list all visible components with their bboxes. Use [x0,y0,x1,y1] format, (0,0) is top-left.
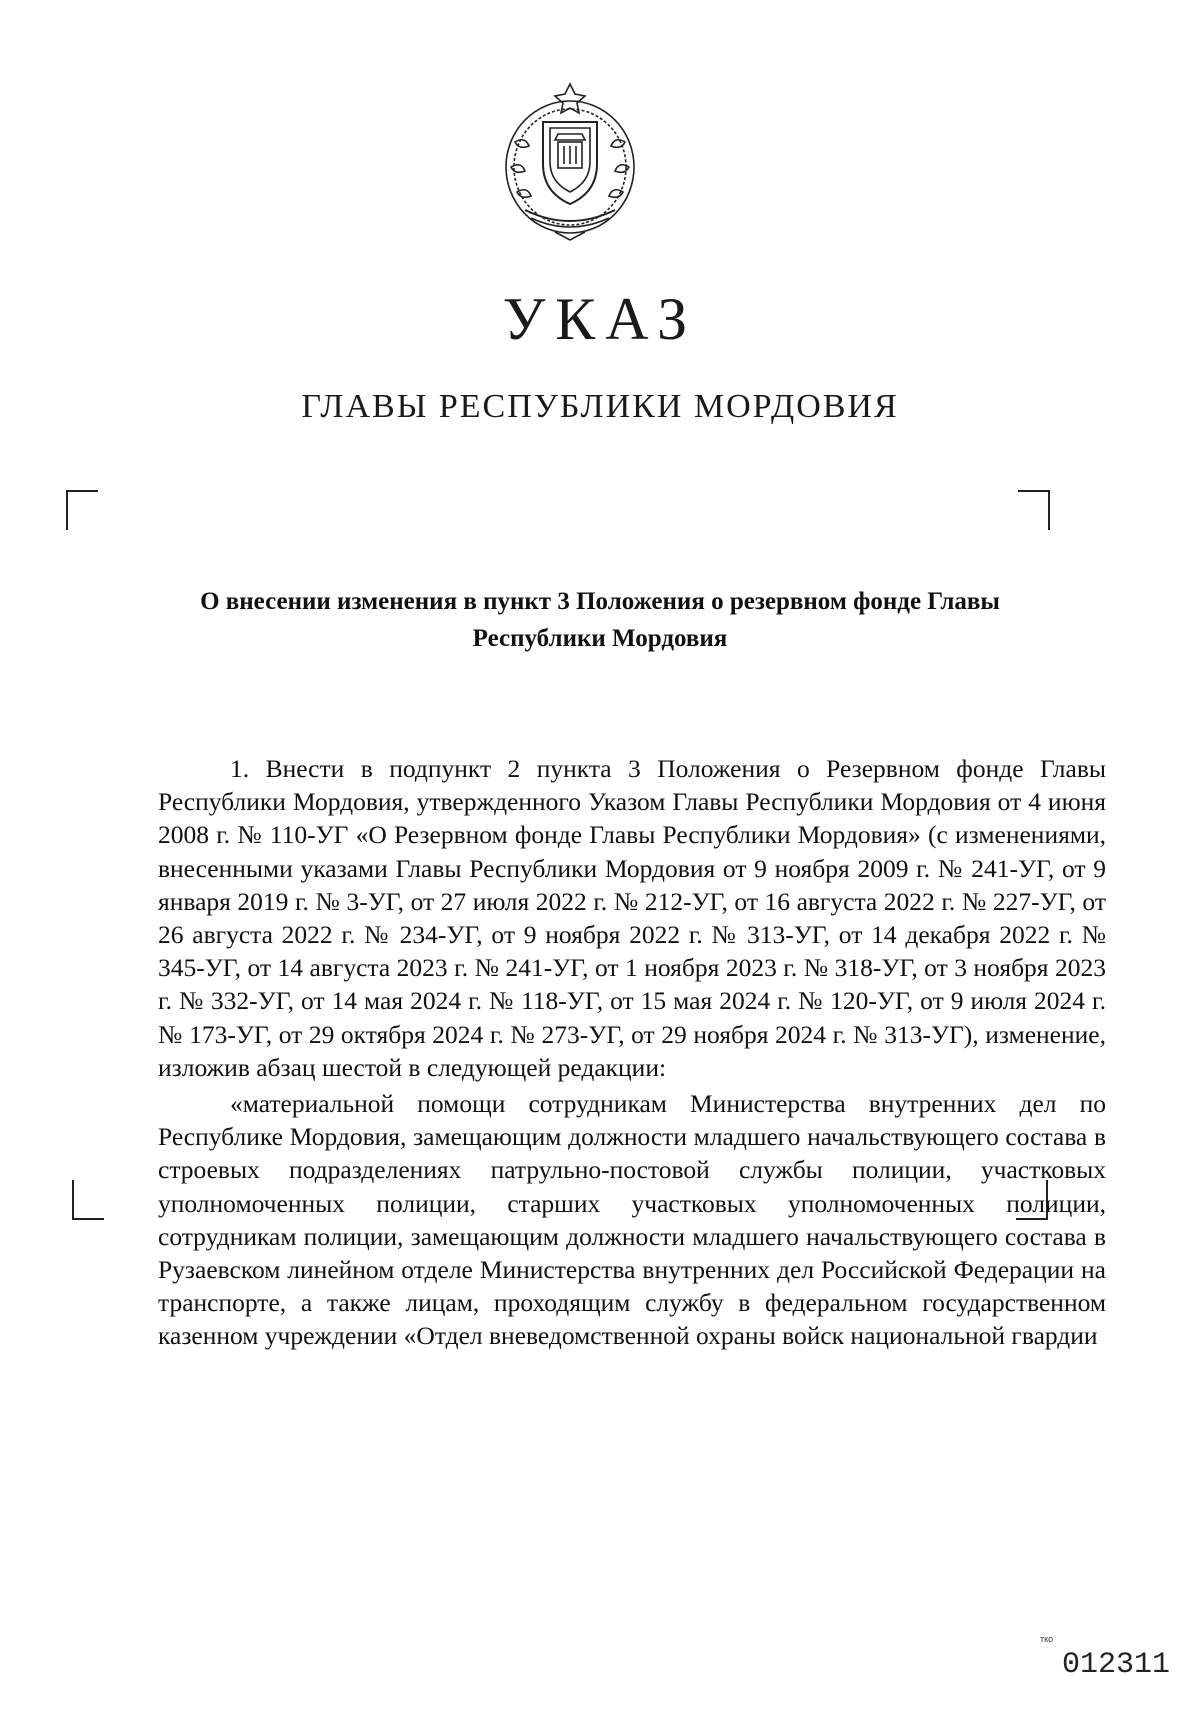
paragraph-1: 1. Внести в подпункт 2 пункта 3 Положения о Резервном фонде Главы Республики Мордовия, утвержденного Указом Главы Республики Мордовия от 4 июня 2008 г. № 110-УГ «О Резервном фонде Главы Республики Мордовия» (с изменениями, внесенными указами Главы Республики Мордовия от 9 ноября 2009 г. № 241-УГ, от 9 января 2019 г. № 3-УГ, от 27 июля 2022 г. № 212-УГ, от 16 августа 2022 г. № 227-УГ, от 26 августа 2022 г. № 234-УГ, от 9 ноября 2022 г. № 313-УГ, от 14 декабря 2022 г. № 345-УГ, от 14 августа 2023 г. № 241-УГ, от 1 ноября 2023 г. № 318-УГ, от 3 ноября 2023 г. № 332-УГ, от 14 мая 2024 г. № 118-УГ, от 15 мая 2024 г. № 120-УГ, от 9 июля 2024 г. № 173-УГ, от 29 октября 2024 г. № 273-УГ, от 29 ноября 2024 г. № 313-УГ), изменение, изложив абзац шестой в следующей редакции: [158,754,1106,1082]
document-heading: О внесении изменения в пункт 3 Положения о резервном фонде Главы Республики Мордовия [200,588,1000,652]
coat-of-arms-icon [495,82,645,242]
corner-mark-top-right [1018,490,1050,530]
issuer-title: ГЛАВЫ РЕСПУБЛИКИ МОРДОВИЯ [301,388,899,425]
document-type-title: УКАЗ [502,286,698,352]
document-body [158,752,1106,1353]
corner-mark-top-left [66,490,98,530]
paragraph-2: «материальной помощи сотрудникам Министерства внутренних дел по Республике Мордовия, замещающим должности младшего начальствующего состава в строевых подразделениях патрульно-постовой службы полиции, участковых уполномоченных полиции, старших участковых уполномоченных полиции, сотрудникам полиции, замещающим должности младшего начальствующего состава в Рузаевском линейном отделе Министерства внутренних дел Российской Федерации на транспорте, а также лицам, проходящим службу в федеральном государственном казенном учреждении «Отдел вневедомственной охраны войск национальной гвардии [158,1089,1106,1351]
form-number: 012311 [1061,1648,1170,1682]
corner-mark-bottom-left [72,1180,104,1220]
form-mark: тко [1040,1634,1054,1644]
